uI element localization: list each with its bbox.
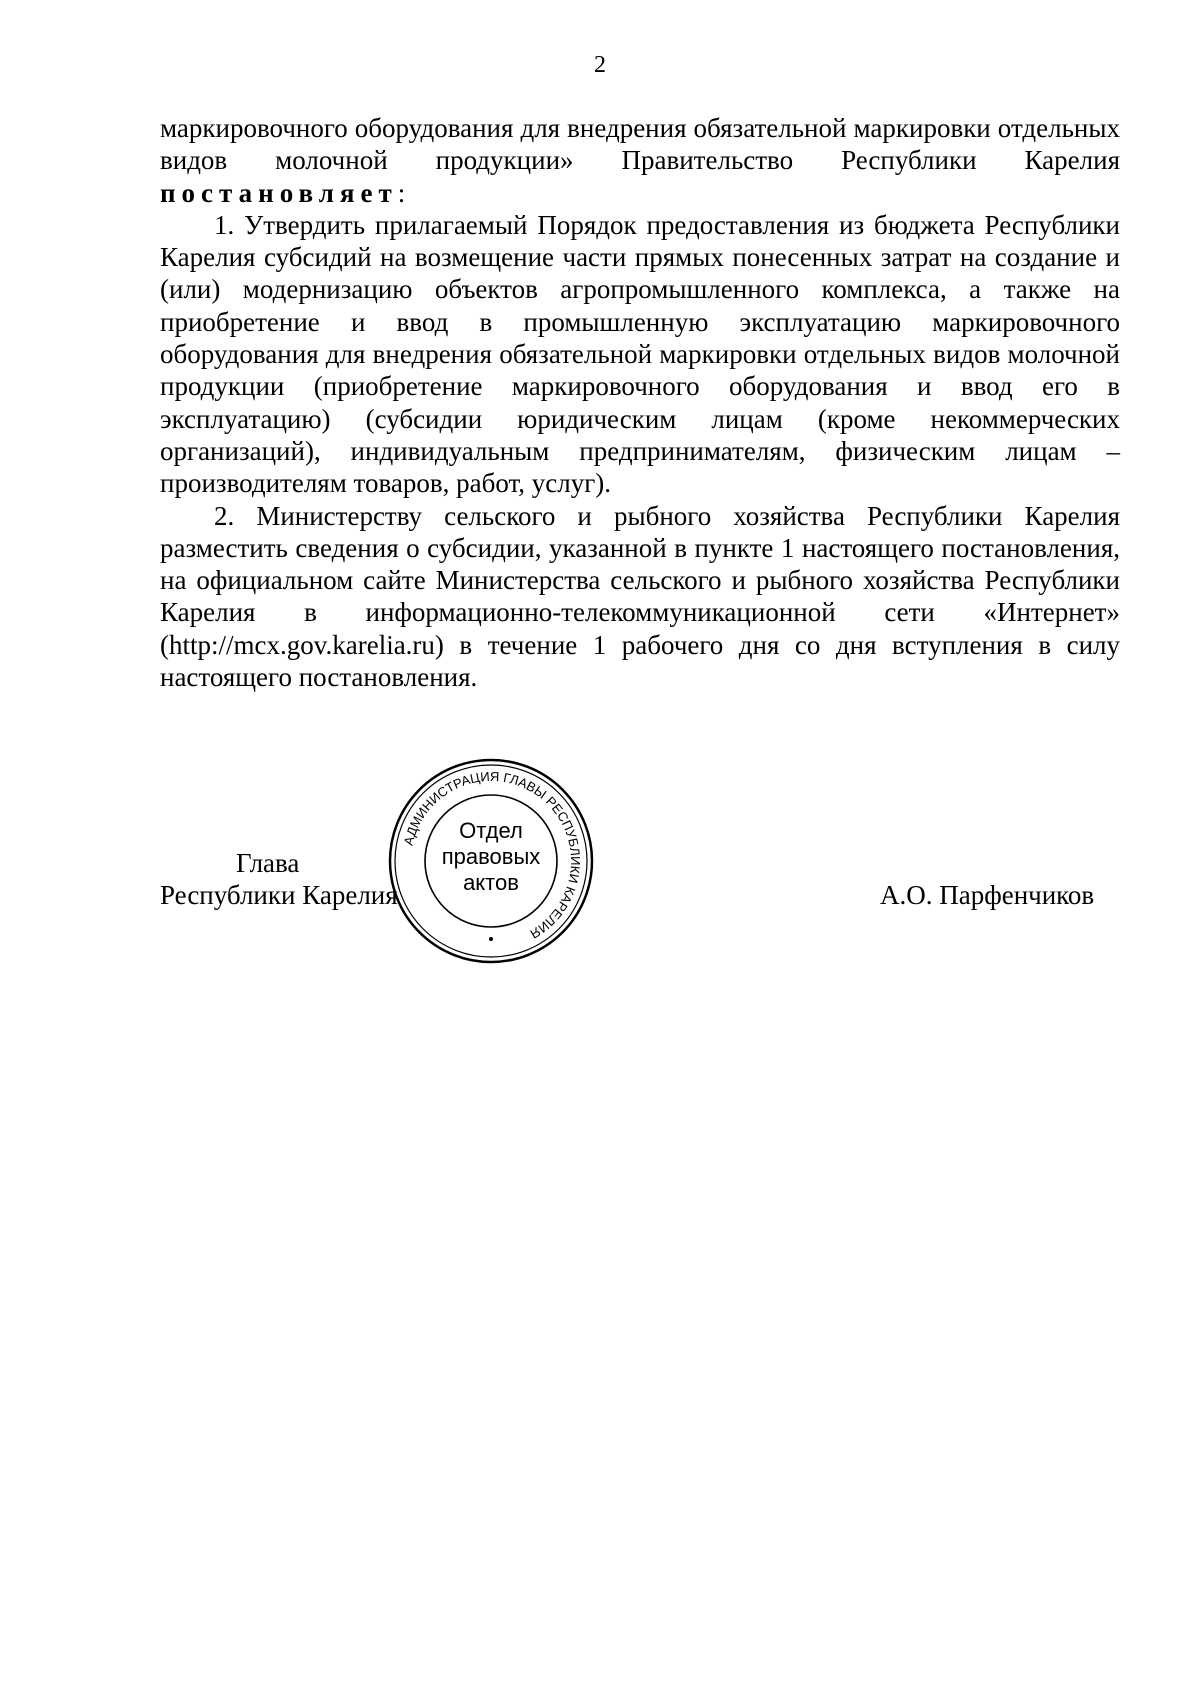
page-number: 2: [594, 52, 606, 78]
resolution-word: постановляет: [160, 177, 398, 208]
resolution-colon: :: [397, 177, 406, 208]
signatory-title: [160, 847, 398, 911]
stamp-ring-text: АДМИНИСТРАЦИЯ ГЛАВЫ РЕСПУБЛИКИ КАРЕЛИЯ: [400, 768, 584, 942]
stamp-line2: правовых: [441, 844, 541, 869]
stamp-line3: актов: [463, 870, 519, 895]
paragraph-item-1: 1. Утвердить прилагаемый Порядок предоставления из бюджета Республики Карелия субсидий на возмещение части прямых понесенных затрат на создание и (или) модернизацию объектов агропромышленного комплекса, а также на приобретение и ввод в промышленную эксплуатацию маркировочного оборудования для внедрения обязательной маркировки отдельных видов молочной продукции (приобретение маркировочного оборудования и ввод его в эксплуатацию) (субсидии юридическим лицам (кроме некоммерческих организаций), индивидуальным предпринимателям, физическим лицам – производителям товаров, работ, услуг).: [160, 209, 1120, 499]
signatory-name: А.О. Парфенчиков: [880, 880, 1095, 910]
official-stamp: [386, 756, 596, 966]
paragraph-preamble: [160, 112, 1120, 209]
preamble-text: маркировочного оборудования для внедрения обязательной маркировки отдельных видов молочной продукции» Правительство Республики Карелия: [160, 113, 1120, 176]
document-body: [160, 112, 1120, 693]
signatory-title-line2: Республики Карелия: [160, 880, 398, 910]
stamp-line1: Отдел: [459, 818, 523, 843]
signatory-title-line1: Глава: [236, 848, 300, 878]
paragraph-item-2: 2. Министерству сельского и рыбного хозяйства Республики Карелия разместить сведения о субсидии, указанной в пункте 1 настоящего постановления, на официальном сайте Министерства сельского и рыбного хозяйства Республики Карелия в информационно-телекоммуникационной сети «Интернет» (http://mcx.gov.karelia.ru) в течение 1 рабочего дня со дня вступления в силу настоящего постановления.: [160, 500, 1120, 693]
